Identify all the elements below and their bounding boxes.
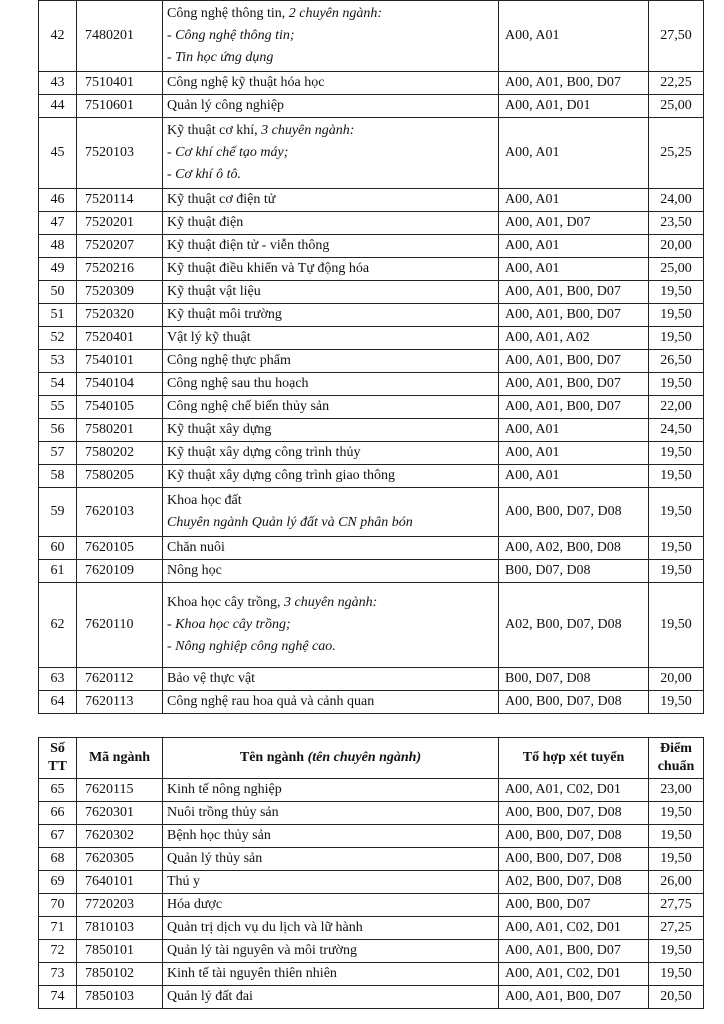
table-row: [39, 848, 704, 871]
subject-combination: A00, A01, B00, D07: [499, 986, 649, 1009]
major-code: 7480201: [77, 1, 163, 72]
subject-combination: A00, A01: [499, 442, 649, 465]
specialization-item: - Tin học ứng dụng: [167, 50, 274, 65]
major-name: [163, 668, 499, 691]
row-number: 71: [39, 917, 77, 940]
major-name: [163, 72, 499, 95]
row-number: 52: [39, 327, 77, 350]
subject-combination: A00, A02, B00, D08: [499, 537, 649, 560]
benchmark-score: 24,00: [649, 189, 704, 212]
major-code: 7850103: [77, 986, 163, 1009]
subject-combination: A00, A01, B00, D07: [499, 940, 649, 963]
table-body: [39, 779, 704, 1009]
benchmark-score: 19,50: [649, 373, 704, 396]
major-name-text: Kỹ thuật cơ điện tử: [167, 192, 276, 207]
major-name-text: Kỹ thuật xây dựng công trình giao thông: [167, 468, 396, 483]
row-number: 42: [39, 1, 77, 72]
benchmark-score: 19,50: [649, 304, 704, 327]
header-combo: Tổ hợp xét tuyển: [499, 738, 649, 779]
major-name: [163, 802, 499, 825]
row-number: 73: [39, 963, 77, 986]
major-name-text: Khoa học cây trồng,: [167, 595, 281, 610]
row-number: 70: [39, 894, 77, 917]
header-no: Số TT: [39, 738, 77, 779]
major-code: 7620103: [77, 488, 163, 537]
table-row: [39, 537, 704, 560]
table-row: [39, 825, 704, 848]
major-code: 7520309: [77, 281, 163, 304]
benchmark-score: 19,50: [649, 583, 704, 668]
row-number: 67: [39, 825, 77, 848]
table-row: [39, 465, 704, 488]
major-code: 7510601: [77, 95, 163, 118]
table-row: [39, 871, 704, 894]
subject-combination: A00, B00, D07: [499, 894, 649, 917]
major-name: [163, 986, 499, 1009]
major-name: [163, 848, 499, 871]
major-name-text: Kỹ thuật điện: [167, 215, 244, 230]
major-code: 7520401: [77, 327, 163, 350]
major-name-text: Khoa học đất: [167, 493, 242, 508]
row-number: 45: [39, 118, 77, 189]
benchmark-score: 19,50: [649, 281, 704, 304]
major-code: 7620105: [77, 537, 163, 560]
major-name-text: Quản lý tài nguyên và môi trường: [167, 943, 357, 958]
benchmark-score: 26,50: [649, 350, 704, 373]
table-row: [39, 95, 704, 118]
row-number: 50: [39, 281, 77, 304]
table-row: [39, 691, 704, 714]
major-name-text: Quản lý thủy sản: [167, 851, 263, 866]
major-name-text: Chăn nuôi: [167, 540, 225, 555]
major-name: [163, 871, 499, 894]
benchmark-score: 19,50: [649, 848, 704, 871]
major-code: 7720203: [77, 894, 163, 917]
major-name: [163, 396, 499, 419]
row-number: 64: [39, 691, 77, 714]
header-name: [163, 738, 499, 779]
major-name-text: Kỹ thuật điện tử - viễn thông: [167, 238, 330, 253]
subject-combination: A00, A01: [499, 189, 649, 212]
major-code: 7520207: [77, 235, 163, 258]
benchmark-score: 23,50: [649, 212, 704, 235]
row-number: 59: [39, 488, 77, 537]
subject-combination: A00, A01: [499, 258, 649, 281]
major-name-text: Nông học: [167, 563, 222, 578]
table-row: [39, 396, 704, 419]
specialization-item: - Khoa học cây trồng;: [167, 617, 291, 632]
benchmark-score: 24,50: [649, 419, 704, 442]
table-row: [39, 189, 704, 212]
header-row: [39, 738, 704, 779]
table-row: [39, 419, 704, 442]
major-name-text: Kinh tế tài nguyên thiên nhiên: [167, 966, 337, 981]
subject-combination: A00, A01, D01: [499, 95, 649, 118]
major-name: [163, 304, 499, 327]
subject-combination: B00, D07, D08: [499, 560, 649, 583]
major-name-text: Thú y: [167, 874, 201, 889]
major-code: 7620112: [77, 668, 163, 691]
table-row: [39, 779, 704, 802]
row-number: 53: [39, 350, 77, 373]
major-name: [163, 95, 499, 118]
major-name: [163, 894, 499, 917]
benchmark-score: 19,50: [649, 537, 704, 560]
major-name-text: Công nghệ thông tin,: [167, 6, 286, 21]
benchmark-score: 23,00: [649, 779, 704, 802]
major-code: 7620115: [77, 779, 163, 802]
major-code: 7620110: [77, 583, 163, 668]
major-name: [163, 118, 499, 189]
major-code: 7850102: [77, 963, 163, 986]
major-name-text: Bảo vệ thực vật: [167, 671, 256, 686]
major-code: 7620109: [77, 560, 163, 583]
table-row: [39, 442, 704, 465]
benchmark-score: 20,00: [649, 235, 704, 258]
subject-combination: A00, A01, B00, D07: [499, 373, 649, 396]
major-name: [163, 212, 499, 235]
major-code: 7520114: [77, 189, 163, 212]
major-code: 7540101: [77, 350, 163, 373]
subject-combination: A00, A01, A02: [499, 327, 649, 350]
major-name: [163, 488, 499, 537]
table-row: [39, 488, 704, 537]
major-name-text: Công nghệ sau thu hoạch: [167, 376, 309, 391]
major-name: [163, 583, 499, 668]
major-name-text: Vật lý kỹ thuật: [167, 330, 251, 345]
subject-combination: A00, A01, B00, D07: [499, 281, 649, 304]
table-row: [39, 668, 704, 691]
admission-table-part-1: [38, 0, 704, 714]
major-name: [163, 373, 499, 396]
benchmark-score: 22,25: [649, 72, 704, 95]
major-name-text: Nuôi trồng thủy sản: [167, 805, 279, 820]
major-name: [163, 419, 499, 442]
header-name-note: (tên chuyên ngành): [307, 750, 422, 765]
major-name-text: Kinh tế nông nghiệp: [167, 782, 282, 797]
major-name: [163, 537, 499, 560]
specialization-item: - Công nghệ thông tin;: [167, 28, 295, 43]
subject-combination: A00, A01: [499, 1, 649, 72]
benchmark-score: 26,00: [649, 871, 704, 894]
benchmark-score: 19,50: [649, 802, 704, 825]
table-row: [39, 350, 704, 373]
table-row: [39, 118, 704, 189]
subject-combination: A00, A01, D07: [499, 212, 649, 235]
subject-combination: A00, B00, D07, D08: [499, 825, 649, 848]
major-name-note: 2 chuyên ngành:: [288, 6, 383, 21]
major-name-text: Công nghệ chế biến thủy sản: [167, 399, 330, 414]
major-name-text: Kỹ thuật xây dựng: [167, 422, 272, 437]
major-name: [163, 940, 499, 963]
header-score: Điểm chuẩn: [649, 738, 704, 779]
row-number: 58: [39, 465, 77, 488]
major-code: 7810103: [77, 917, 163, 940]
table-row: [39, 212, 704, 235]
major-code: 7620305: [77, 848, 163, 871]
row-number: 46: [39, 189, 77, 212]
major-name-text: Công nghệ thực phẩm: [167, 353, 291, 368]
row-number: 51: [39, 304, 77, 327]
major-code: 7580201: [77, 419, 163, 442]
row-number: 43: [39, 72, 77, 95]
table-row: [39, 560, 704, 583]
major-code: 7850101: [77, 940, 163, 963]
row-number: 47: [39, 212, 77, 235]
benchmark-score: 19,50: [649, 691, 704, 714]
row-number: 54: [39, 373, 77, 396]
major-code: 7520320: [77, 304, 163, 327]
row-number: 57: [39, 442, 77, 465]
table-row: [39, 802, 704, 825]
subject-combination: A00, A01, B00, D07: [499, 72, 649, 95]
major-code: 7540104: [77, 373, 163, 396]
table-row: [39, 373, 704, 396]
major-name: [163, 825, 499, 848]
row-number: 68: [39, 848, 77, 871]
major-name: [163, 350, 499, 373]
benchmark-score: 19,50: [649, 442, 704, 465]
subject-combination: A00, A01: [499, 118, 649, 189]
major-code: 7520216: [77, 258, 163, 281]
row-number: 74: [39, 986, 77, 1009]
table-row: [39, 986, 704, 1009]
major-name-text: Kỹ thuật môi trường: [167, 307, 282, 322]
benchmark-score: 20,50: [649, 986, 704, 1009]
benchmark-score: 19,50: [649, 465, 704, 488]
major-name-text: Kỹ thuật xây dựng công trình thủy: [167, 445, 361, 460]
admission-table-part-2: [38, 737, 704, 1009]
benchmark-score: 25,00: [649, 258, 704, 281]
subject-combination: A00, B00, D07, D08: [499, 488, 649, 537]
major-name: [163, 235, 499, 258]
benchmark-score: 19,50: [649, 963, 704, 986]
major-name: [163, 281, 499, 304]
subject-combination: A00, A01, C02, D01: [499, 779, 649, 802]
table-row: [39, 258, 704, 281]
table-row: [39, 917, 704, 940]
major-name: [163, 327, 499, 350]
benchmark-score: 27,75: [649, 894, 704, 917]
benchmark-score: 19,50: [649, 327, 704, 350]
row-number: 72: [39, 940, 77, 963]
table-row: [39, 72, 704, 95]
benchmark-score: 25,00: [649, 95, 704, 118]
row-number: 55: [39, 396, 77, 419]
benchmark-score: 19,50: [649, 560, 704, 583]
major-code: 7580202: [77, 442, 163, 465]
major-code: 7540105: [77, 396, 163, 419]
major-name-text: Kỹ thuật vật liệu: [167, 284, 261, 299]
row-number: 44: [39, 95, 77, 118]
major-name-note: 3 chuyên ngành:: [284, 595, 378, 610]
major-code: 7620113: [77, 691, 163, 714]
subject-combination: B00, D07, D08: [499, 668, 649, 691]
major-name: [163, 779, 499, 802]
major-name-text: Quản lý công nghiệp: [167, 98, 285, 113]
subject-combination: A00, A01: [499, 419, 649, 442]
major-name: [163, 560, 499, 583]
major-name: [163, 917, 499, 940]
benchmark-score: 20,00: [649, 668, 704, 691]
row-number: 62: [39, 583, 77, 668]
major-code: 7510401: [77, 72, 163, 95]
major-name: [163, 258, 499, 281]
subject-combination: A00, A01: [499, 465, 649, 488]
major-name: [163, 189, 499, 212]
subject-combination: A00, B00, D07, D08: [499, 691, 649, 714]
major-name-text: Quản trị dịch vụ du lịch và lữ hành: [167, 920, 363, 935]
major-code: 7640101: [77, 871, 163, 894]
benchmark-score: 19,50: [649, 825, 704, 848]
subject-combination: A00, B00, D07, D08: [499, 848, 649, 871]
subject-combination: A00, A01, B00, D07: [499, 396, 649, 419]
major-name: [163, 442, 499, 465]
row-number: 63: [39, 668, 77, 691]
table-row: [39, 940, 704, 963]
specialization-item: - Cơ khí ô tô.: [167, 167, 241, 182]
header-code: Mã ngành: [77, 738, 163, 779]
major-name-text: Công nghệ kỹ thuật hóa học: [167, 75, 325, 90]
benchmark-score: 19,50: [649, 940, 704, 963]
major-name-note: 3 chuyên ngành:: [261, 123, 355, 138]
subject-combination: A00, A01: [499, 235, 649, 258]
subject-combination: A00, A01, B00, D07: [499, 350, 649, 373]
benchmark-score: 27,25: [649, 917, 704, 940]
header-name-label: Tên ngành: [239, 750, 305, 765]
row-number: 48: [39, 235, 77, 258]
benchmark-score: 25,25: [649, 118, 704, 189]
major-name-text: Quản lý đất đai: [167, 989, 253, 1004]
major-code: 7620302: [77, 825, 163, 848]
row-number: 69: [39, 871, 77, 894]
major-code: 7520201: [77, 212, 163, 235]
major-name: [163, 1, 499, 72]
row-number: 56: [39, 419, 77, 442]
row-number: 60: [39, 537, 77, 560]
subject-combination: A00, A01, C02, D01: [499, 963, 649, 986]
row-number: 61: [39, 560, 77, 583]
subject-combination: A02, B00, D07, D08: [499, 871, 649, 894]
benchmark-score: 22,00: [649, 396, 704, 419]
row-number: 49: [39, 258, 77, 281]
table-row: [39, 235, 704, 258]
major-name: [163, 465, 499, 488]
specialization-item: Chuyên ngành Quản lý đất và CN phân bón: [167, 515, 413, 530]
table-row: [39, 894, 704, 917]
major-name-text: Bệnh học thủy sản: [167, 828, 271, 843]
major-code: 7580205: [77, 465, 163, 488]
benchmark-score: 27,50: [649, 1, 704, 72]
major-name-text: Kỹ thuật điều khiển và Tự động hóa: [167, 261, 370, 276]
major-name: [163, 691, 499, 714]
table-row: [39, 963, 704, 986]
table-row: [39, 1, 704, 72]
table-body: [39, 1, 704, 714]
major-name-text: Kỹ thuật cơ khí,: [167, 123, 258, 138]
subject-combination: A00, B00, D07, D08: [499, 802, 649, 825]
major-name-text: Hóa dược: [167, 897, 223, 912]
specialization-item: - Nông nghiệp công nghệ cao.: [167, 639, 336, 654]
major-name-text: Công nghệ rau hoa quả và cảnh quan: [167, 694, 375, 709]
specialization-item: - Cơ khí chế tạo máy;: [167, 145, 289, 160]
major-name: [163, 963, 499, 986]
table-row: [39, 281, 704, 304]
table-row: [39, 327, 704, 350]
row-number: 66: [39, 802, 77, 825]
benchmark-score: 19,50: [649, 488, 704, 537]
subject-combination: A00, A01, B00, D07: [499, 304, 649, 327]
major-code: 7620301: [77, 802, 163, 825]
row-number: 65: [39, 779, 77, 802]
table-row: [39, 304, 704, 327]
subject-combination: A00, A01, C02, D01: [499, 917, 649, 940]
subject-combination: A02, B00, D07, D08: [499, 583, 649, 668]
table-row: [39, 583, 704, 668]
major-code: 7520103: [77, 118, 163, 189]
